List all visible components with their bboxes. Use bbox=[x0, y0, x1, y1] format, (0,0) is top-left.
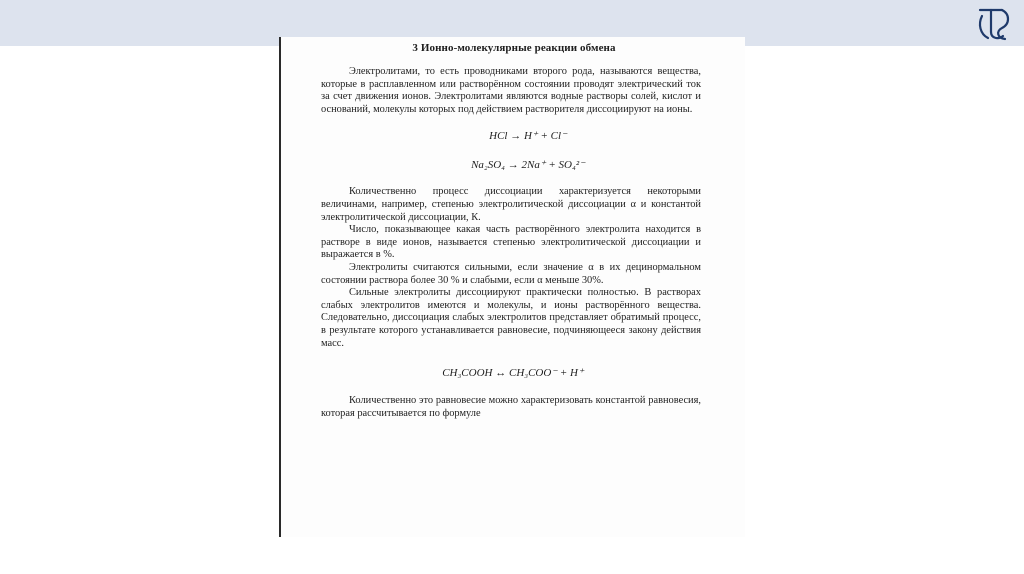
paragraph-equilibrium-constant: Количественно это равновесие можно характеризовать константой равновесия, которая рассчитывается по формуле bbox=[321, 395, 701, 419]
university-monogram-icon bbox=[972, 2, 1018, 44]
paragraph-dissociation-quantities: Количественно процесс диссоциации характеризуется некоторыми величинами, например, степенью электролитической диссоциации α и константой электролитической диссоциации, К. bbox=[321, 186, 701, 223]
paragraph-weak-electrolytes: Сильные электролиты диссоциируют практически полностью. В растворах слабых электролитов имеются и молекулы, и ионы растворённого вещества. Следовательно, диссоциация слабых электролитов представляет обратимый процесс, в результате которого устанавливается равновесие, подчиняющееся закону действия масс. bbox=[321, 287, 701, 349]
formula-acetic-acid: CH₃COOH ↔ CH₃COO⁻ + H⁺ bbox=[442, 367, 584, 380]
formula-na2so4: Na₂SO₄ → 2Na⁺ + SO₄²⁻ bbox=[471, 159, 585, 172]
formula-hcl: HCl → H⁺ + Cl⁻ bbox=[489, 130, 567, 143]
paragraph-electrolytes-definition: Электролитами, то есть проводниками второго рода, называются вещества, которые в расплавленном или растворённом состоянии проводят электрический ток за счет движения ионов. Электролитами являются водные растворы солей, кислот и оснований, молекулы которых под действием растворителя диссоциируют на ионы. bbox=[321, 66, 701, 115]
paragraph-strong-electrolytes: Электролиты считаются сильными, если значение α в их децинормальном состоянии раствора более 30 % и слабыми, если α меньше 30%. bbox=[321, 261, 701, 286]
document-title: 3 Ионно-молекулярные реакции обмена bbox=[412, 42, 616, 54]
paragraph-degree-of-dissociation: Число, показывающее какая часть растворённого электролита находится в растворе в виде ионов, называется степенью электролитической диссоциации и выражается в %. bbox=[321, 224, 701, 261]
document-body bbox=[321, 41, 701, 420]
scanned-document-page bbox=[281, 37, 745, 537]
